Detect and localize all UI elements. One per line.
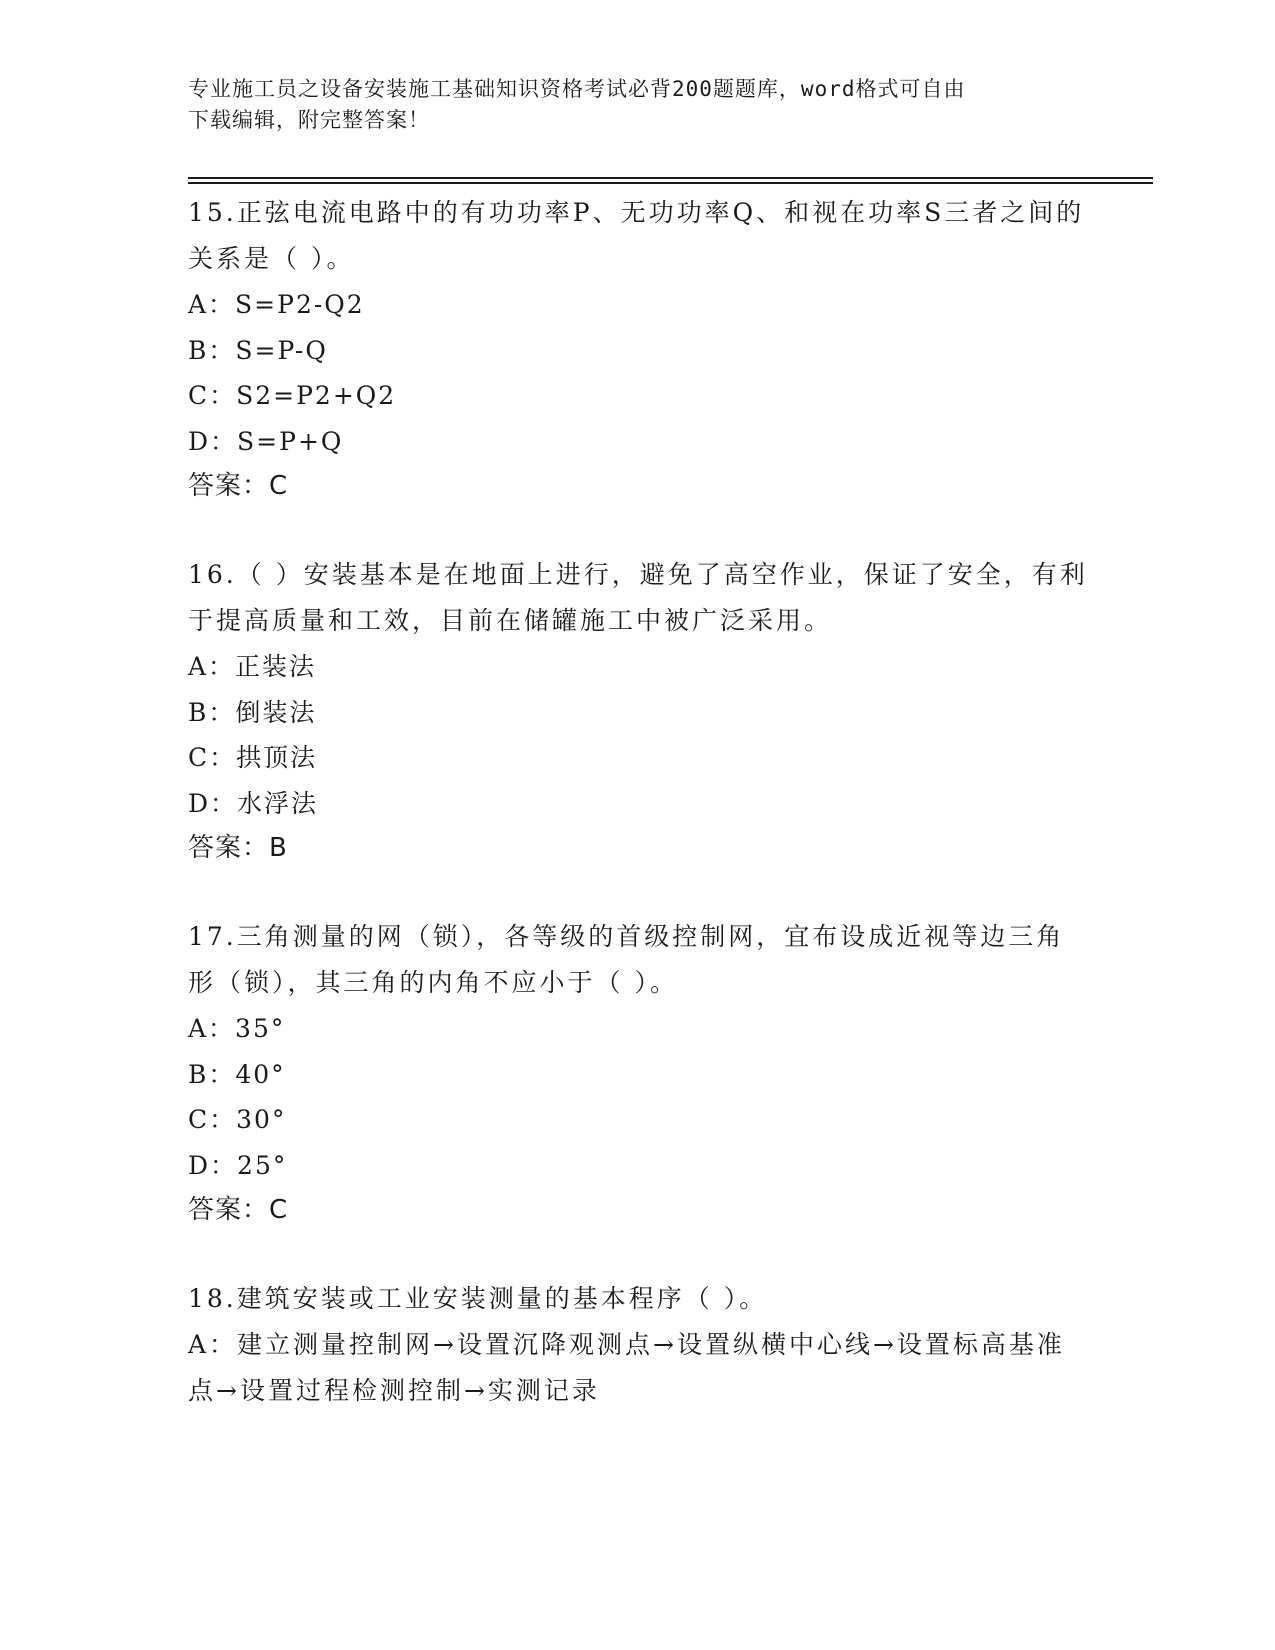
header-line-1: 专业施工员之设备安装施工基础知识资格考试必背200题题库，word格式可自由 — [188, 77, 966, 101]
option-d: D：S=P+Q — [188, 426, 344, 456]
option-d: D：25° — [188, 1150, 288, 1180]
option-c: C：30° — [188, 1105, 287, 1134]
option-a: A：35° — [188, 1014, 286, 1043]
option-a: A：S=P2-Q2 — [188, 290, 365, 319]
question-16 — [188, 552, 1088, 870]
answer-line: 答案：C — [188, 471, 289, 501]
option-a: A：正装法 — [188, 652, 317, 681]
option-b: B：倒装法 — [188, 697, 317, 727]
header-divider-top — [188, 177, 1153, 179]
option-d: D：水浮法 — [188, 788, 319, 818]
question-18 — [188, 1276, 1088, 1413]
option-a: A：建立测量控制网→设置沉降观测点→设置纵横中心线→设置标高基准点→设置过程检测控制→实测记录 — [188, 1330, 1065, 1405]
answer-line: 答案：B — [188, 833, 288, 863]
option-b: B：40° — [188, 1059, 286, 1089]
question-17 — [188, 914, 1088, 1232]
question-stem: 17.三角测量的网（锁），各等级的首级控制网，宜布设成近视等边三角形（锁），其三角的内角不应小于（ ）。 — [188, 922, 1065, 997]
question-list — [188, 190, 1088, 1457]
header-divider-bottom — [188, 182, 1153, 184]
option-c: C：S2=P2+Q2 — [188, 381, 397, 410]
question-15 — [188, 190, 1088, 508]
answer-line: 答案：C — [188, 1195, 289, 1225]
document-header — [188, 74, 1068, 136]
question-stem: 15.正弦电流电路中的有功功率P、无功功率Q、和视在功率S三者之间的关系是（ ）。 — [188, 198, 1085, 273]
question-stem: 18.建筑安装或工业安装测量的基本程序（ ）。 — [188, 1284, 768, 1313]
option-c: C：拱顶法 — [188, 743, 318, 772]
header-line-2: 下载编辑，附完整答案！ — [188, 108, 430, 132]
question-stem: 16.（ ）安装基本是在地面上进行，避免了高空作业，保证了安全，有利于提高质量和工效，目前在储罐施工中被广泛采用。 — [188, 560, 1088, 635]
option-b: B：S=P-Q — [188, 335, 328, 365]
